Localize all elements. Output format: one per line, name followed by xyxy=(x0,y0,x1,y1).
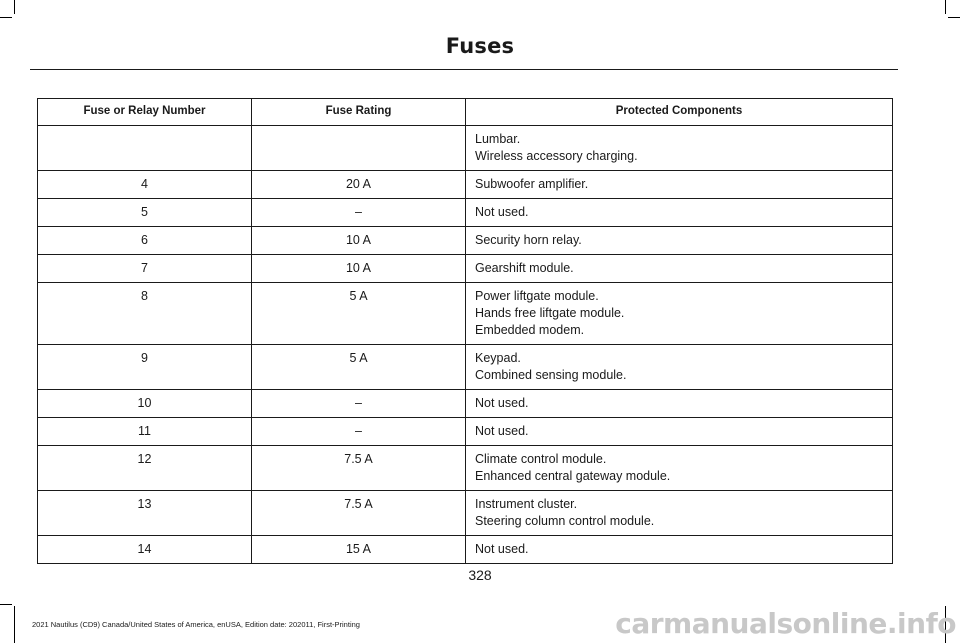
crop-mark-top-left-vertical xyxy=(14,0,15,14)
component-line: Climate control module. xyxy=(475,452,607,466)
crop-mark-bottom-left-horizontal xyxy=(0,604,12,605)
component-line: Not used. xyxy=(475,396,529,410)
fuse-number-cell: 12 xyxy=(38,446,252,491)
protected-components-cell xyxy=(466,418,893,446)
fuse-rating-cell: – xyxy=(252,390,466,418)
fuse-number-cell: 9 xyxy=(38,345,252,390)
watermark-logo: carmanualsonline.info xyxy=(615,607,956,640)
protected-components-cell xyxy=(466,171,893,199)
crop-mark-bottom-left-vertical xyxy=(14,606,15,643)
component-line: Embedded modem. xyxy=(475,323,585,337)
crop-mark-top-right-horizontal xyxy=(948,17,960,18)
crop-mark-top-right-vertical xyxy=(945,0,946,14)
column-header-fuse-rating: Fuse Rating xyxy=(252,99,466,126)
component-line: Combined sensing module. xyxy=(475,368,627,382)
fuse-number-cell: 11 xyxy=(38,418,252,446)
table-row xyxy=(38,126,893,171)
table-row xyxy=(38,345,893,390)
fuse-number-cell: 14 xyxy=(38,536,252,564)
table-row xyxy=(38,390,893,418)
component-line: Hands free liftgate module. xyxy=(475,306,625,320)
fuse-number-cell: 5 xyxy=(38,199,252,227)
fuse-rating-cell: – xyxy=(252,418,466,446)
protected-components-cell xyxy=(466,283,893,345)
table-row xyxy=(38,283,893,345)
crop-mark-top-left-horizontal xyxy=(0,17,12,18)
protected-components-cell xyxy=(466,446,893,491)
protected-components-cell xyxy=(466,491,893,536)
fuse-number-cell: 4 xyxy=(38,171,252,199)
component-line: Subwoofer amplifier. xyxy=(475,177,589,191)
fuse-rating-cell: 5 A xyxy=(252,345,466,390)
column-header-protected-components: Protected Components xyxy=(466,99,893,126)
fuse-number-cell: 13 xyxy=(38,491,252,536)
component-line: Power liftgate module. xyxy=(475,289,599,303)
fuse-rating-cell: 7.5 A xyxy=(252,491,466,536)
fuse-rating-cell: – xyxy=(252,199,466,227)
column-header-fuse-number: Fuse or Relay Number xyxy=(38,99,252,126)
protected-components-cell xyxy=(466,126,893,171)
component-line: Security horn relay. xyxy=(475,233,582,247)
table-row xyxy=(38,255,893,283)
fuse-rating-cell: 7.5 A xyxy=(252,446,466,491)
page-number: 328 xyxy=(468,567,492,583)
component-line: Gearshift module. xyxy=(475,261,574,275)
component-line: Not used. xyxy=(475,542,529,556)
fuse-rating-cell: 15 A xyxy=(252,536,466,564)
table-body xyxy=(38,126,893,564)
component-line: Wireless accessory charging. xyxy=(475,149,638,163)
component-line: Keypad. xyxy=(475,351,521,365)
edition-footer: 2021 Nautilus (CD9) Canada/United States of America, enUSA, Edition date: 202011, First-Printing xyxy=(32,620,360,629)
fuse-rating-cell: 5 A xyxy=(252,283,466,345)
table-row xyxy=(38,171,893,199)
table-row xyxy=(38,491,893,536)
component-line: Not used. xyxy=(475,205,529,219)
table-row xyxy=(38,418,893,446)
page-title: Fuses xyxy=(445,34,515,58)
protected-components-cell xyxy=(466,536,893,564)
table-row xyxy=(38,227,893,255)
table-row xyxy=(38,199,893,227)
fuse-rating-cell: 20 A xyxy=(252,171,466,199)
component-line: Steering column control module. xyxy=(475,514,655,528)
fuse-number-cell: 6 xyxy=(38,227,252,255)
component-line: Instrument cluster. xyxy=(475,497,578,511)
component-line: Lumbar. xyxy=(475,132,521,146)
table-row xyxy=(38,446,893,491)
fuse-number-cell: 10 xyxy=(38,390,252,418)
fuse-table xyxy=(37,98,893,564)
fuse-rating-cell: 10 A xyxy=(252,227,466,255)
protected-components-cell xyxy=(466,255,893,283)
component-line: Enhanced central gateway module. xyxy=(475,469,671,483)
fuse-rating-cell xyxy=(252,126,466,171)
protected-components-cell xyxy=(466,199,893,227)
header-divider xyxy=(30,69,898,70)
fuse-rating-cell: 10 A xyxy=(252,255,466,283)
protected-components-cell xyxy=(466,227,893,255)
protected-components-cell xyxy=(466,390,893,418)
fuse-number-cell: 8 xyxy=(38,283,252,345)
protected-components-cell xyxy=(466,345,893,390)
component-line: Not used. xyxy=(475,424,529,438)
table-row xyxy=(38,536,893,564)
fuse-number-cell xyxy=(38,126,252,171)
fuse-number-cell: 7 xyxy=(38,255,252,283)
table-header-row xyxy=(38,99,893,126)
